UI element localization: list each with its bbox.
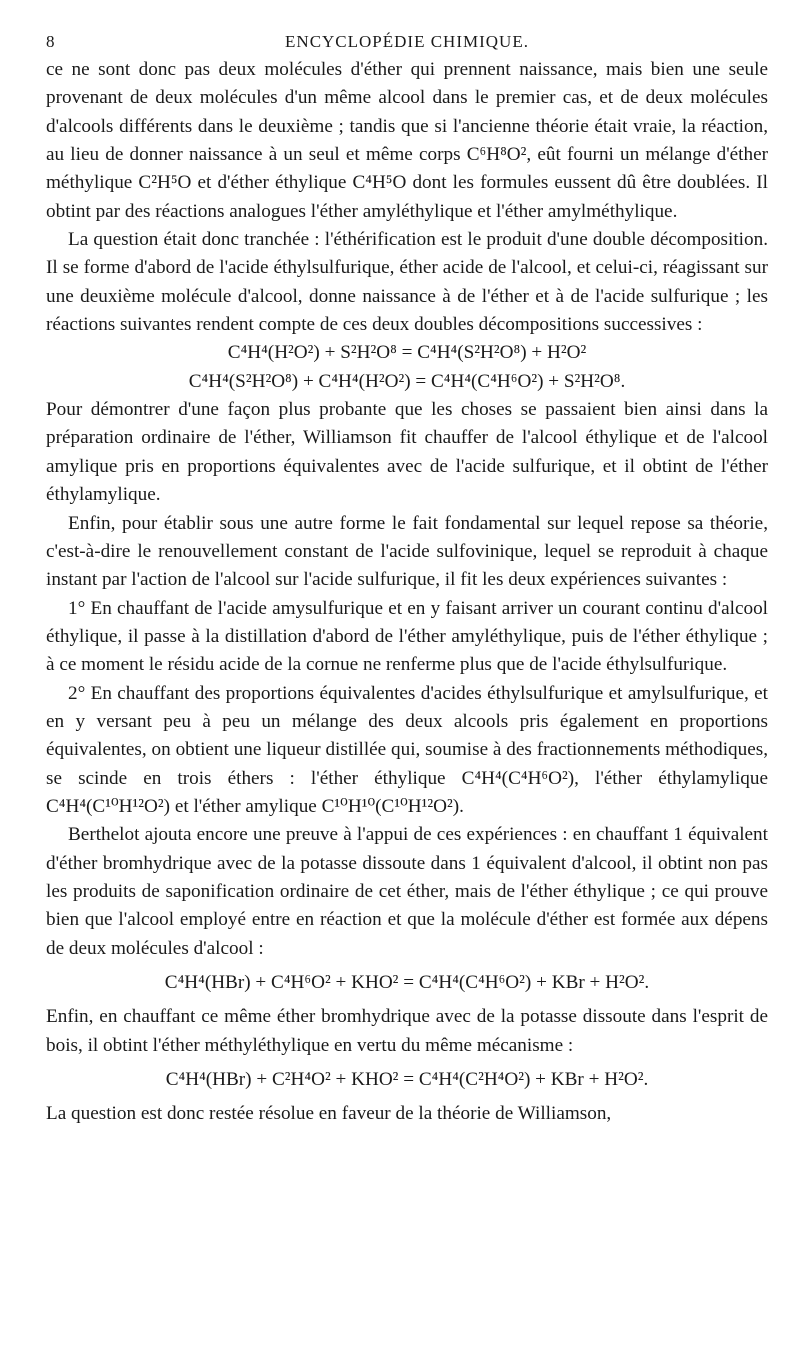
equation-2: C⁴H⁴(S²H²O⁸) + C⁴H⁴(H²O²) = C⁴H⁴(C⁴H⁶O²) + S²H²O⁸. <box>188 370 626 392</box>
body-text <box>46 56 768 1129</box>
paragraph-continued: ce ne sont donc pas deux molécules d'éther qui prennent naissance, mais bien une seule provenant de deux molécules d'un même alcool dans le premier cas, et de deux molécules d'alcools différents dans le deuxième ; tandis que si l'ancienne théorie était vraie, la réaction, au lieu de donner naissance à un seul et même corps C⁶H⁸O², eût fourni un mélange d'éther méthylique C²H⁵O et d'éther éthylique C⁴H⁵O dont les formules eussent dû être doublées. Il obtint par des réactions analogues l'éther amyléthylique et l'éther amylméthylique. <box>46 59 768 222</box>
paragraph-experiment-1: 1° En chauffant de l'acide amysulfurique et en y faisant arriver un courant continu d'alcool éthylique, il passe à la distillation d'abord de l'éther amyléthylique, puis de l'éther éthylique ; à ce moment le résidu acide de la cornue ne renferme plus que de l'acide éthylsulfurique. <box>46 597 768 676</box>
paragraph-experiment-2: 2° En chauffant des proportions équivalentes d'acides éthylsulfurique et amylsulfurique, et en y versant peu à peu un mélange des deux alcools pris également en proportions équivalentes, on obtient une liqueur distillée qui, soumise à des fractionnements méthodiques, se scinde en trois éthers : l'éther éthylique C⁴H⁴(C⁴H⁶O²), l'éther éthylamylique C⁴H⁴(C¹⁰H¹²O²) et l'éther amylique C¹⁰H¹⁰(C¹⁰H¹²O²). <box>46 682 768 817</box>
page-number: 8 <box>46 32 56 51</box>
paragraph-conclusion: La question est donc restée résolue en faveur de la théorie de Williamson, <box>46 1103 612 1125</box>
equation-3: C⁴H⁴(HBr) + C⁴H⁶O² + KHO² = C⁴H⁴(C⁴H⁶O²) + KBr + H²O². <box>164 972 650 993</box>
paragraph-wood-spirit: Enfin, en chauffant ce même éther bromhydrique avec de la potasse dissoute dans l'esprit de bois, il obtint l'éther méthyléthylique en vertu du même mécanisme : <box>46 1006 768 1056</box>
paragraph-sulfovinic: Enfin, pour établir sous une autre forme le fait fondamental sur lequel repose sa théorie, c'est-à-dire le renouvellement constant de l'acide sulfovinique, lequel se reproduit à chaque instant par l'action de l'alcool sur l'acide sulfurique, il fit les deux expériences suivantes : <box>46 512 768 591</box>
page-header <box>46 22 768 56</box>
paragraph-berthelot: Berthelot ajouta encore une preuve à l'appui de ces expériences : en chauffant 1 équivalent d'éther bromhydrique avec de la potasse dissoute dans 1 équivalent d'alcool, il obtint non pas les produits de saponification ordinaire de cet éther, mais de l'éther éthylique ; ce qui prouve bien que l'alcool employé entre en réaction et que la molécule d'éther est formée aux dépens de deux molécules d'alcool : <box>46 824 768 959</box>
equation-4: C⁴H⁴(HBr) + C²H⁴O² + KHO² = C⁴H⁴(C²H⁴O²) + KBr + H²O². <box>165 1069 649 1091</box>
equation-1: C⁴H⁴(H²O²) + S²H²O⁸ = C⁴H⁴(S²H²O⁸) + H²O² <box>227 342 587 364</box>
running-title: ENCYCLOPÉDIE CHIMIQUE. <box>285 32 529 51</box>
paragraph-williamson-proof: Pour démontrer d'une façon plus probante que les choses se passaient bien ainsi dans la préparation ordinaire de l'éther, Williamson fit chauffer de l'alcool éthylique et de l'alcool amylique pris en proportions équivalentes avec de l'acide sulfurique, et il obtint de l'éther éthylamylique. <box>46 399 768 506</box>
paragraph-double-decomposition: La question était donc tranchée : l'éthérification est le produit d'une double décomposition. Il se forme d'abord de l'acide éthylsulfurique, éther acide de l'alcool, et celui-ci, réagissant sur une deuxième molécule d'alcool, donne naissance à de l'éther et à de l'acide sulfurique ; les réactions suivantes rendent compte de ces deux doubles décompositions successives : <box>46 229 768 336</box>
